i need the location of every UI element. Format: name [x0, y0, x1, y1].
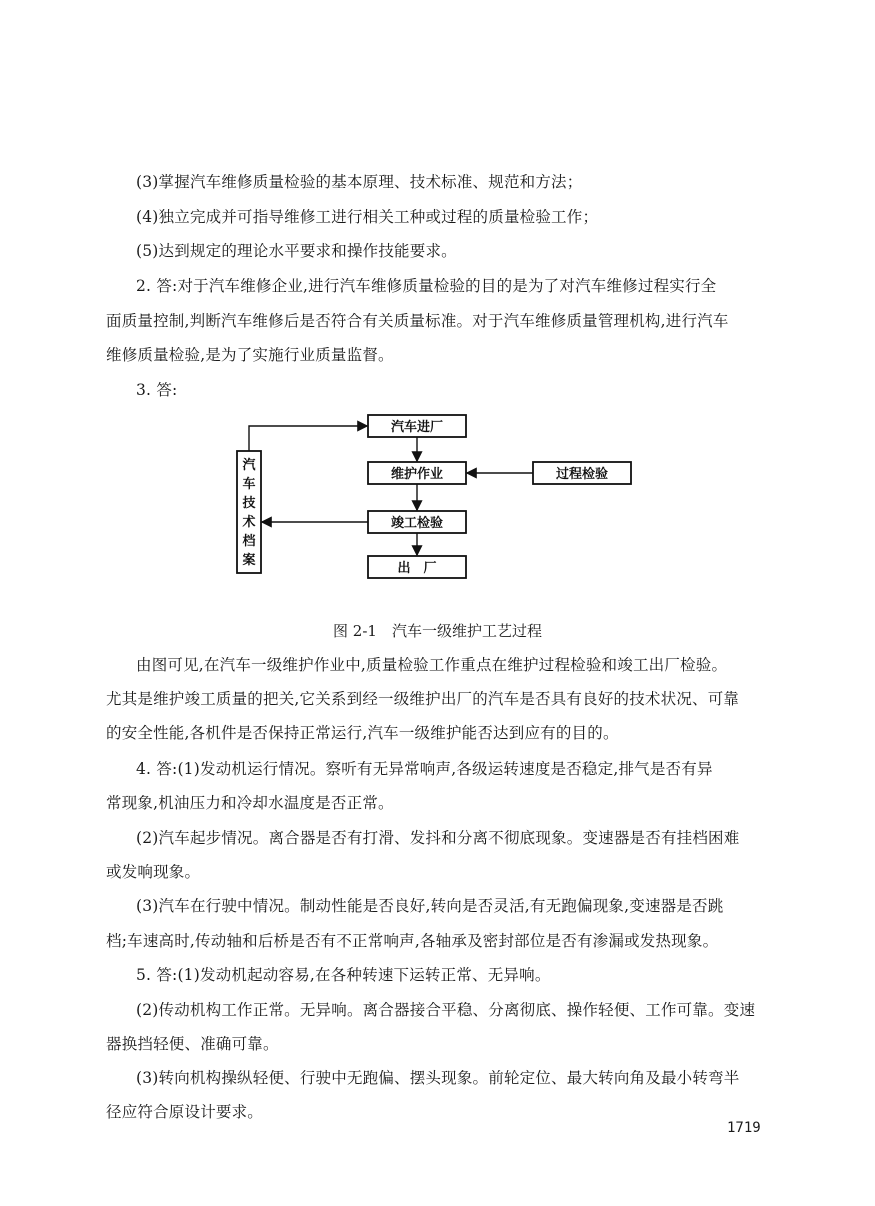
- text-line: 档;车速高时,传动轴和后桥是否有不正常响声,各轴承及密封部位是否有渗漏或发热现象。: [106, 932, 719, 950]
- text-line: 常现象,机油压力和冷却水温度是否正常。: [106, 794, 394, 812]
- flow-diagram-svg: [225, 405, 645, 585]
- text-line: 维修质量检验,是为了实施行业质量监督。: [106, 346, 394, 364]
- text-line: 5. 答:(1)发动机起动容易,在各种转速下运转正常、无异响。: [136, 966, 551, 984]
- text-line: 3. 答:: [136, 381, 178, 399]
- box-process-inspection-label: 过程检验: [555, 467, 609, 482]
- text-line: (4)独立完成并可指导维修工进行相关工种或过程的质量检验工作；: [136, 208, 599, 226]
- text-line: 的安全性能,各机件是否保持正常运行,汽车一级维护能否达到应有的目的。: [106, 724, 619, 742]
- box-maintenance-label: 维护作业: [390, 467, 444, 482]
- box-tech-archive: [237, 451, 261, 573]
- text-line: (2)汽车起步情况。离合器是否有打滑、发抖和分离不彻底现象。变速器是否有挂档困难: [136, 829, 740, 847]
- text-line: (3)掌握汽车维修质量检验的基本原理、技术标准、规范和方法；: [136, 173, 583, 191]
- box-completion-inspection: [368, 511, 466, 533]
- box-process-inspection: [533, 462, 631, 484]
- page-number: 1719: [727, 1120, 761, 1136]
- text-line: (5)达到规定的理论水平要求和操作技能要求。: [136, 242, 457, 260]
- text-line: 由图可见,在汽车一级维护作业中,质量检验工作重点在维护过程检验和竣工出厂检验。: [136, 656, 728, 674]
- archive-char: 档: [242, 534, 256, 549]
- archive-char: 车: [242, 477, 256, 492]
- archive-char: 汽: [242, 458, 256, 473]
- text-line: 面质量控制,判断汽车维修后是否符合有关质量标准。对于汽车维修质量管理机构,进行汽车: [106, 312, 729, 330]
- box-completion-inspection-label: 竣工检验: [390, 516, 444, 531]
- box-exit-label: 出 厂: [397, 561, 437, 576]
- archive-char: 技: [242, 496, 256, 511]
- text-line: (3)转向机构操纵轻便、行驶中无跑偏、摆头现象。前轮定位、最大转向角及最小转弯半: [136, 1069, 740, 1087]
- figure-caption: 图 2-1 汽车一级维护工艺过程: [333, 622, 542, 640]
- box-car-entry: [368, 415, 466, 437]
- box-maintenance: [368, 462, 466, 484]
- text-line: 4. 答:(1)发动机运行情况。察听有无异常响声,各级运转速度是否稳定,排气是否有异: [136, 760, 713, 778]
- archive-char: 术: [242, 515, 256, 530]
- process-flow-diagram: [225, 405, 645, 589]
- text-line: (3)汽车在行驶中情况。制动性能是否良好,转向是否灵活,有无跑偏现象,变速器是否跳: [136, 897, 724, 915]
- text-line: 径应符合原设计要求。: [106, 1103, 264, 1121]
- text-line: 尤其是维护竣工质量的把关,它关系到经一级维护出厂的汽车是否具有良好的技术状况、可靠: [106, 690, 740, 708]
- text-line: 器换挡轻便、准确可靠。: [106, 1035, 279, 1053]
- text-line: 2. 答:对于汽车维修企业,进行汽车维修质量检验的目的是为了对汽车维修过程实行全: [136, 277, 717, 295]
- box-car-entry-label: 汽车进厂: [390, 420, 444, 435]
- text-line: 或发响现象。: [106, 863, 201, 881]
- box-exit: [368, 556, 466, 578]
- arrow-archive-to-entry: [249, 426, 367, 451]
- text-line: (2)传动机构工作正常。无异响。离合器接合平稳、分离彻底、操作轻便、工作可靠。变速: [136, 1001, 756, 1019]
- archive-char: 案: [242, 553, 256, 568]
